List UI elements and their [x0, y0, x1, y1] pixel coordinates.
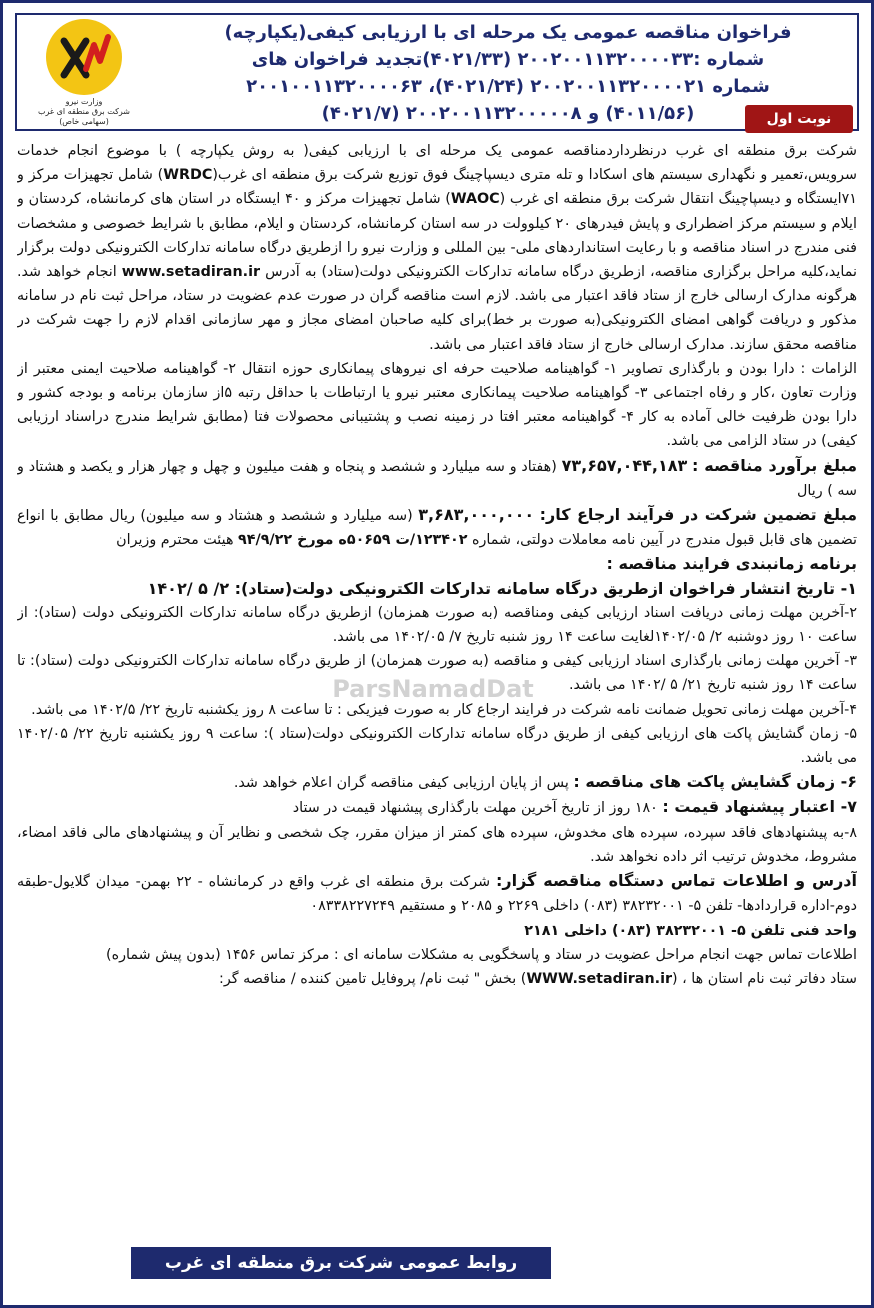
watermark: ParsNamadDat: [332, 675, 534, 703]
notice-body: [17, 139, 857, 1245]
guarantee-value: ۳,۶۸۳,۰۰۰,۰۰۰: [418, 505, 535, 525]
schedule-item-6: ۶- زمان گشایش پاکت های مناقصه : پس از پایان ارزیابی کیفی مناقصه گران اعلام خواهد شد.: [233, 772, 857, 792]
schedule-item-1: ۱- تاریخ انتشار فراخوان ازطریق درگاه سامانه تدارکات الکترونیکی دولت(ستاد): ۲/ ۵ /۱۴۰۲: [147, 578, 857, 598]
title-line-4: (۴۰۱۱/۵۶) و ۲۰۰۲۰۰۱۱۳۲۰۰۰۰۰۸ (۴۰۲۱/۷): [321, 103, 695, 124]
schedule-item-2: ۲-آخرین مهلت زمانی دریافت اسناد ارزیابی کیفی ومناقصه (به صورت همزمان) ازطریق درگاه سامانه تدارکات الکترونیکی دولت (ستاد): از ساعت ۱۰ روز دوشنبه ۲/ ۱۴۰۲/۰۵لغایت ساعت ۱۴ روز شنبه تاریخ ۷/ ۱۴۰۲/۰۵ می باشد.: [17, 604, 857, 646]
schedule-item-7: ۷- اعتبار پیشنهاد قیمت : ۱۸۰ روز از تاریخ آخرین مهلت بارگذاری پیشنهاد قیمت در ستاد: [292, 797, 857, 817]
power-company-logo-icon: [46, 19, 122, 95]
registry-line: ستاد دفاتر ثبت نام استان ها ، (WWW.setadiran.ir) بخش " ثبت نام/ پروفایل تامین کننده / مناقصه گر:: [219, 970, 857, 987]
schedule-title: برنامه زمانبندی فرایند مناقصه :: [606, 554, 857, 574]
schedule-item-8: ۸-به پیشنهادهای فاقد سپرده، سپرده های مخدوش، سپرده های کمتر از میزان مقرر، چک شخصی و نظایر آن و پیشنهادهای مالی فاقد امضاء، مشروط، مخدوش ترتیب اثر داده نخواهد شد.: [17, 824, 857, 865]
logo-caption: وزارت نیرو شرکت برق منطقه ای غرب (سهامی خاص): [37, 97, 130, 126]
title-line-2: شماره :۲۰۰۲۰۰۱۱۳۲۰۰۰۰۳۳ (۴۰۲۱/۳۳)تجدید فراخوان های: [251, 49, 765, 70]
header-box: [15, 13, 859, 131]
address-paragraph: آدرس و اطلاعات تماس دستگاه مناقصه گزار: شرکت برق منطقه ای غرب واقع در کرمانشاه - ۲۲ بهمن- میدان گلایول-طبقه دوم-اداره قراردادها- تلفن ۵- ۳۸۲۳۲۰۰۱ (۰۸۳) داخلی ۲۲۶۹ و ۲۰۸۵ و مستقیم ۰۸۳۳۸۲۲۷۲۴۹: [17, 871, 857, 915]
intro-paragraph: شرکت برق منطقه ای غرب درنظرداردمناقصه عمومی یک مرحله ای با ارزیابی کیفی( به روش یکپارچه ) با موضوع انجام خدمات سرویس،تعمیر و نگهداری سیستم های اسکادا و تله متری دیسپاچینگ فوق توزیع شرکت برق منطقه ای غرب(WRDC) شامل تجهیزات مرکز و ۷۱ایستگاه و دیسپاچینگ انتقال شرکت برق منطقه ای غرب (WAOC) شامل تجهیزات مرکز و ۴۰ ایستگاه در استان های کرمانشاه، کردستان و ایلام و سیستم مرکز اضطراری و پایش فیدرهای ۲۰ کیلوولت در سه استان کرمانشاه، کردستان و ایلام، مطابق با شرایط خصوصی و مشخصات فنی مندرج در اسناد مناقصه و با رعایت استانداردهای ملی- بین المللی و وزارت نیرو را ازطریق درگاه سامانه تدارکات الکترونیکی دولت برگزار نماید،کلیه مراحل برگزاری مناقصه، ازطریق درگاه سامانه تدارکات الکترونیکی دولت(ستاد) به آدرس www.setadiran.ir انجام خواهد شد. هرگونه مدارک ارسالی خارج از ستاد فاقد اعتبار می باشد. لازم است مناقصه گران در صورت عدم عضویت در ستاد، مراحل ثبت نام در سامانه مذکور و دریافت گواهی امضای الکترونیکی(به صورت بر خط)برای کلیه صاحبان امضای مجاز و مهر سازمانی اقدام لازم را جهت شرکت در مناقصه محقق سازند. مدارک ارسالی خارج از ستاد فاقد اعتبار می باشد.: [17, 143, 857, 353]
company-logo: [25, 19, 143, 129]
schedule-item-5: ۵- زمان گشایش پاکت های ارزیابی کیفی از طریق درگاه سامانه تدارکات الکترونیکی دولت(ستاد ): ساعت ۹ روز یکشنبه تاریخ ۲۲/ ۱۴۰۲/۰۵ می باشد.: [17, 725, 857, 767]
schedule-item-3: ۳- آخرین مهلت زمانی بارگذاری اسناد ارزیابی کیفی و مناقصه (به صورت همزمان) از طریق درگاه سامانه تدارکات الکترونیکی دولت (ستاد): تا ساعت ۱۴ روز شنبه تاریخ ۲۱/ ۵ /۱۴۰۲ می باشد.: [17, 653, 857, 694]
round-badge: نوبت اول: [745, 105, 853, 133]
title-line-1: فراخوان مناقصه عمومی یک مرحله ای با ارزیابی کیفی(یکپارچه): [224, 22, 792, 43]
tech-unit-line: واحد فنی تلفن ۵- ۳۸۲۳۲۰۰۱ (۰۸۳) داخلی ۲۱۸۱: [524, 922, 857, 939]
estimate-value: ۷۳,۶۵۷,۰۴۴,۱۸۳: [561, 455, 688, 475]
setad-link[interactable]: www.setadiran.ir: [121, 264, 261, 281]
contact-info-line: اطلاعات تماس جهت انجام مراحل عضویت در ستاد و پاسخگویی به مشکلات سامانه ای : مرکز تماس ۱۴۵۶ (بدون پیش شماره): [106, 946, 857, 963]
schedule-item-4: ۴-آخرین مهلت زمانی تحویل ضمانت نامه شرکت در فرایند ارجاع کار به صورت فیزیکی : تا ساعت ۸ روز یکشنبه تاریخ ۲۲/ ۱۴۰۲/۵ می باشد.: [31, 701, 857, 718]
estimate-line: مبلغ برآورد مناقصه : ۷۳,۶۵۷,۰۴۴,۱۸۳ (هفتاد و سه میلیارد و ششصد و پنجاه و هفت میلیون و چهل و چهار هزار و یکصد و هشتاد و سه ) ریال: [17, 455, 857, 499]
guarantee-line: مبلغ تضمین شرکت در فرآیند ارجاع کار: ۳,۶۸۳,۰۰۰,۰۰۰ (سه میلیارد و ششصد و هشتاد و سه میلیون) ریال مطابق با انواع تضمین های قابل قبول مندرج در آیین نامه معاملات دولتی، شماره ۱۲۳۴۰۲/ت ۵۰۶۵۹ه مورخ ۹۴/۹/۲۲ هیئت محترم وزیران: [17, 505, 857, 549]
title-line-3: شماره ۲۰۰۲۰۰۱۱۳۲۰۰۰۰۲۱ (۴۰۲۱/۲۴)، ۲۰۰۱۰۰۱۱۳۲۰۰۰۰۶۳: [246, 76, 770, 97]
requirements-paragraph: الزامات : دارا بودن و بارگذاری تصاویر ۱- گواهینامه صلاحیت حرفه ای نیروهای پیمانکاری حوزه انتقال ۲- گواهینامه صلاحیت ایمنی معتبر از وزارت تعاون ،کار و رفاه اجتماعی ۳- گواهینامه صلاحیت پیمانکاری معتبر نیرو یا ارتباطات با حداقل رتبه ۵از سازمان برنامه و بودجه کشور و دارا بودن ظرفیت خالی آماده به کار ۴- گواهینامه معتبر افتا در زمینه نصب و پشتیبانی محصولات فتا (مطابق شرایط مندرج دراسناد ارزیابی کیفی) در ستاد الزامی می باشد.: [17, 360, 857, 450]
footer-public-relations: روابط عمومی شرکت برق منطقه ای غرب: [131, 1247, 551, 1279]
setad-registry-link[interactable]: WWW.setadiran.ir: [526, 970, 673, 987]
